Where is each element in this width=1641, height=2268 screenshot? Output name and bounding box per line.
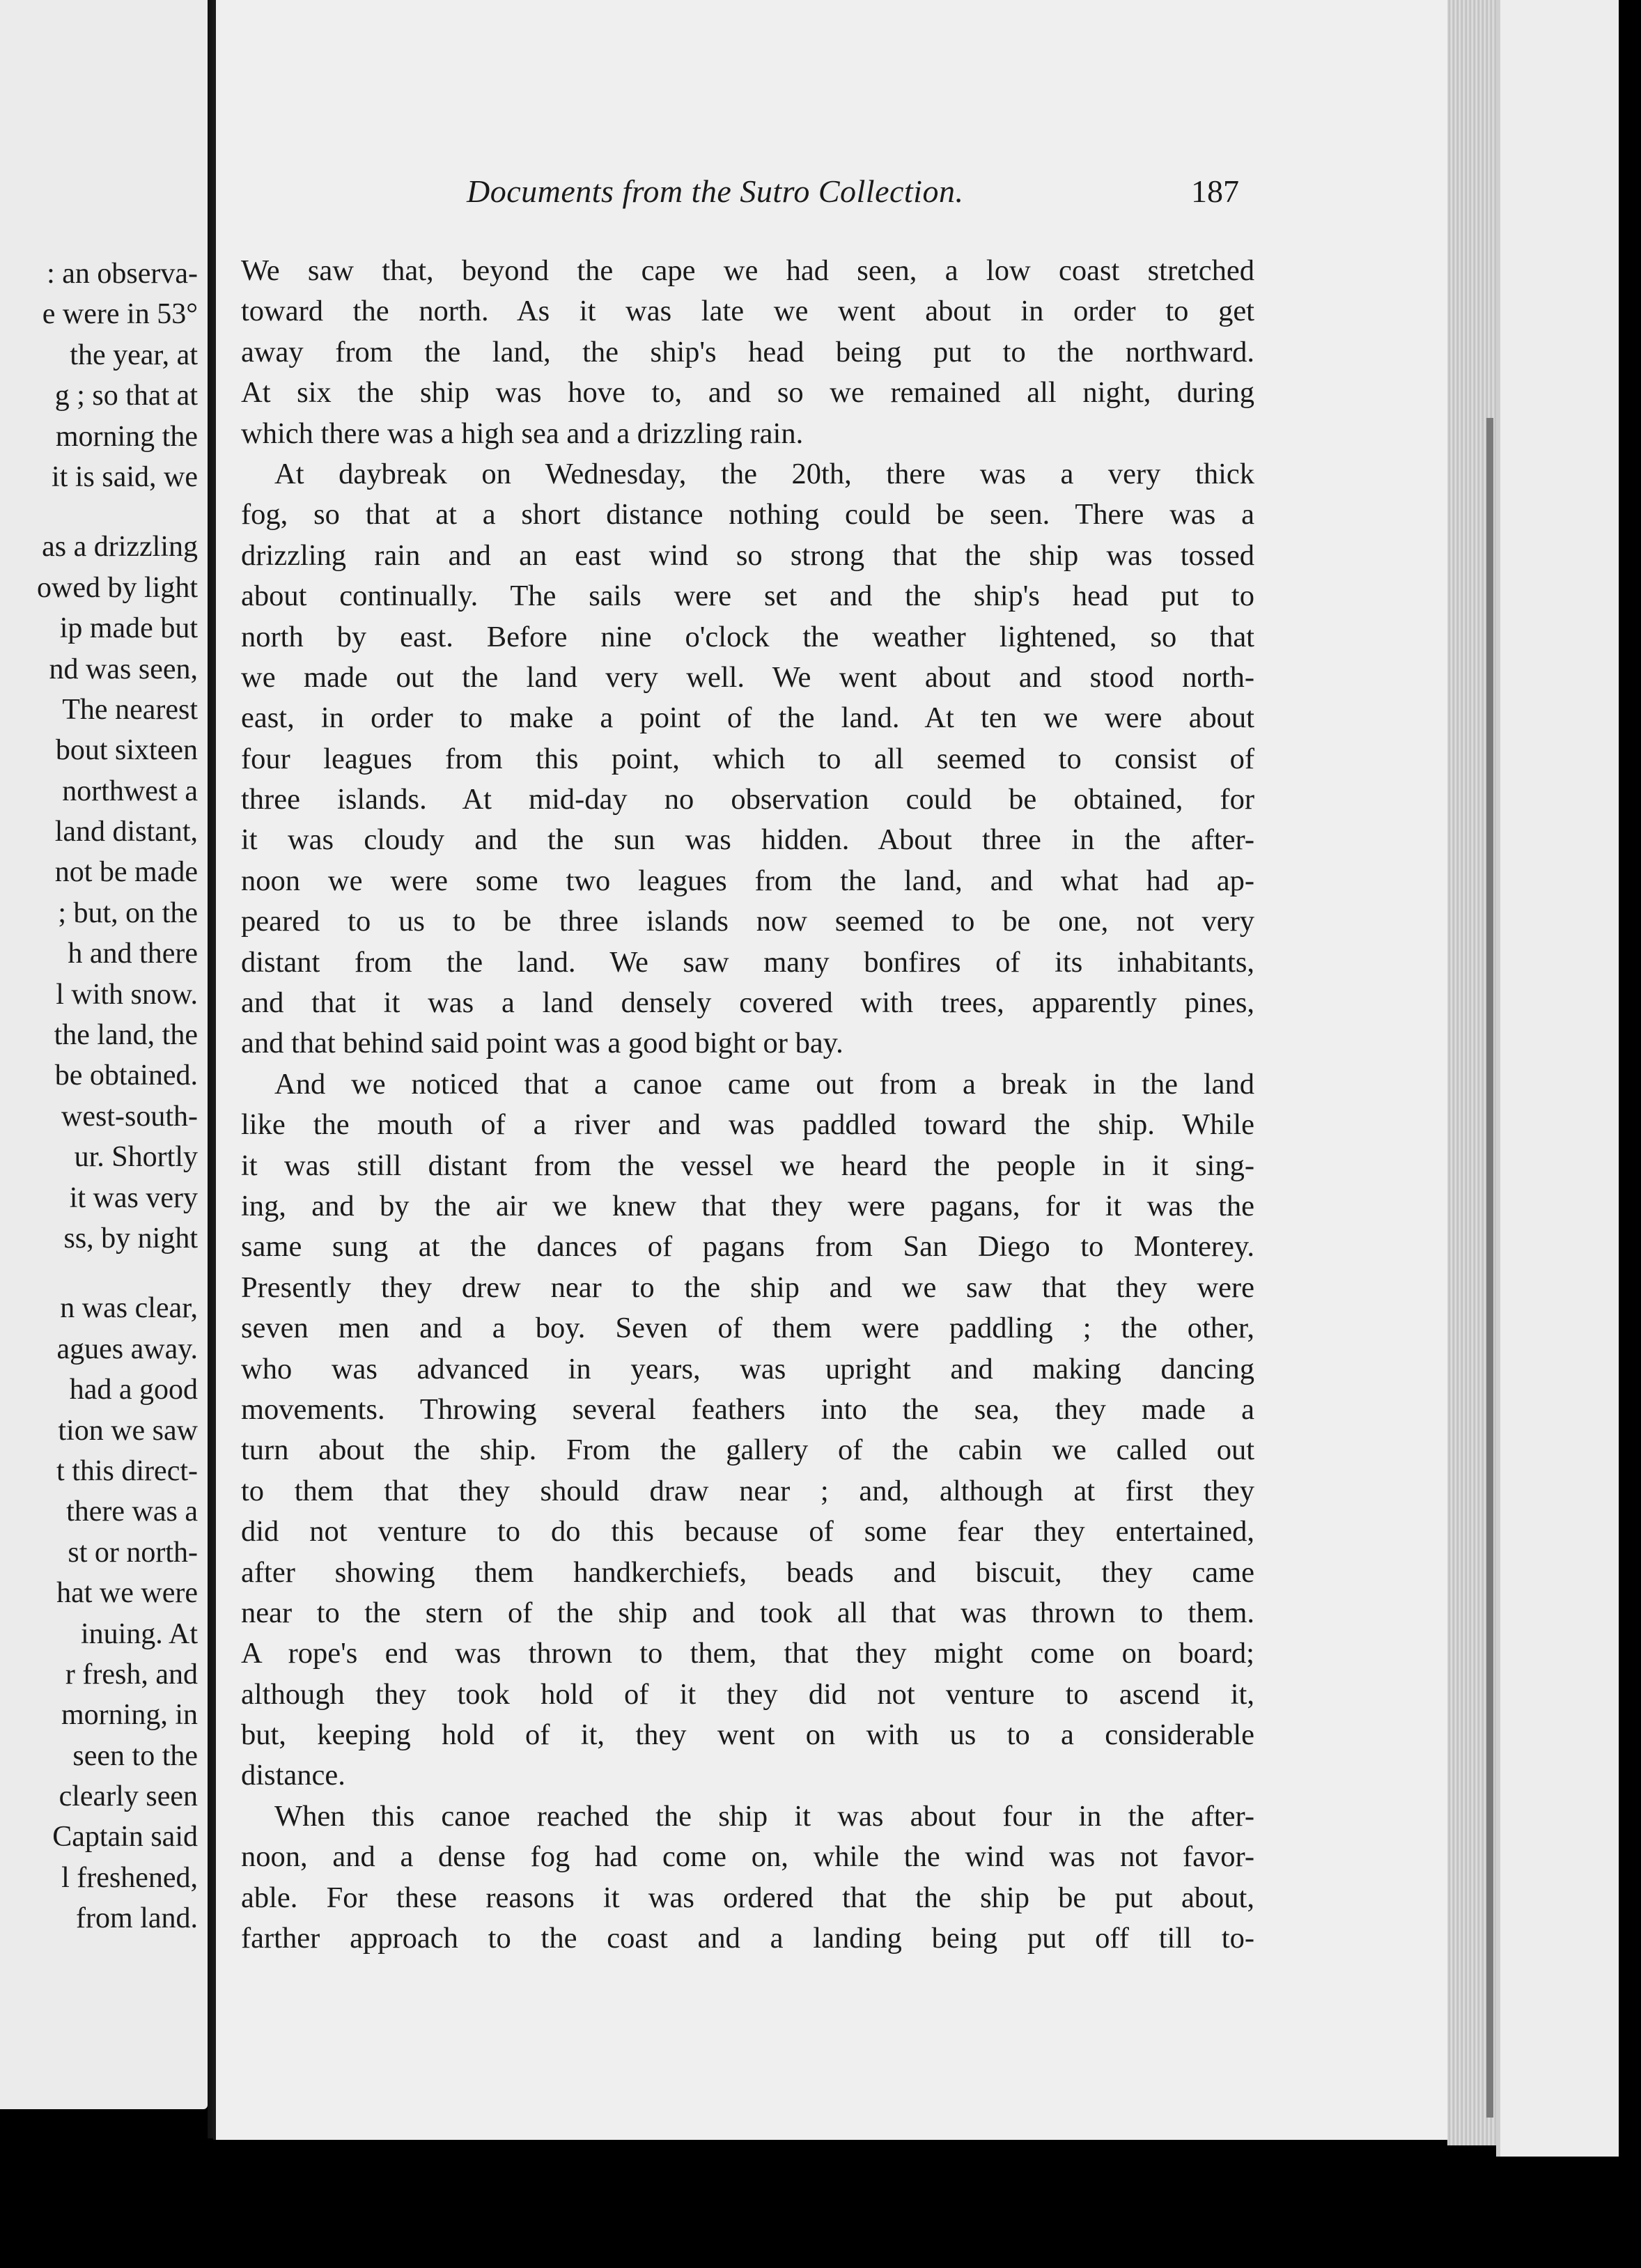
- text-line: And we noticed that a canoe came out from a break in the land: [274, 1067, 1254, 1101]
- left-page-line: from land.: [76, 1902, 198, 1935]
- left-page-line: it is said, we: [52, 460, 198, 493]
- left-page-line: owed by light: [37, 571, 198, 604]
- paragraph: [241, 251, 1254, 454]
- left-page-line: st or north-: [68, 1536, 198, 1569]
- back-cover: [1496, 0, 1619, 2157]
- text-line: We saw that, beyond the cape we had seen, a low coast stretched: [241, 254, 1254, 287]
- text-line: did not venture to do this because of some fear they entertained,: [241, 1515, 1254, 1548]
- paragraph: [241, 454, 1254, 1064]
- text-line: At daybreak on Wednesday, the 20th, there was a very thick: [274, 457, 1254, 490]
- text-line: it was cloudy and the sun was hidden. About three in the after-: [241, 823, 1254, 857]
- text-line: able. For these reasons it was ordered that the ship be put about,: [241, 1881, 1254, 1914]
- text-line: north by east. Before nine o'clock the weather lightened, so that: [241, 620, 1254, 653]
- left-page-line: ip made but: [59, 612, 198, 645]
- left-page-line: seen to the: [72, 1739, 198, 1772]
- left-page-line: as a drizzling: [42, 531, 198, 564]
- left-page-line: agues away.: [56, 1333, 198, 1365]
- text-line: toward the north. As it was late we went about in order to get: [241, 295, 1254, 328]
- left-page-line: n was clear,: [60, 1292, 198, 1325]
- text-line: noon we were some two leagues from the land, and what had ap-: [241, 864, 1254, 897]
- left-page-line: ur. Shortly: [74, 1141, 198, 1174]
- paragraph: [241, 1064, 1254, 1796]
- text-line: noon, and a dense fog had come on, while the wind was not favor-: [241, 1840, 1254, 1874]
- text-line: ing, and by the air we knew that they were pagans, for it was the: [241, 1189, 1254, 1222]
- text-line: seven men and a boy. Seven of them were paddling ; the other,: [241, 1312, 1254, 1345]
- paragraph: [241, 1796, 1254, 1959]
- left-page-text-fragments: [0, 254, 198, 1939]
- text-line: distance.: [241, 1759, 345, 1792]
- left-page-line: tion we saw: [58, 1414, 198, 1447]
- left-page-line: inuing. At: [80, 1617, 198, 1650]
- text-line: peared to us to be three islands now seemed to be one, not very: [241, 905, 1254, 938]
- text-line: farther approach to the coast and a landing being put off till to-: [241, 1922, 1254, 1955]
- left-page-line: g ; so that at: [54, 380, 198, 412]
- text-line: near to the stern of the ship and took all that was thrown to them.: [241, 1596, 1254, 1629]
- running-head: Documents from the Sutro Collection.: [467, 173, 964, 209]
- left-page-line: morning the: [55, 420, 198, 453]
- left-page-line: r fresh, and: [65, 1658, 198, 1691]
- left-page-line: e were in 53°: [42, 298, 198, 331]
- text-line: movements. Throwing several feathers into the sea, they made a: [241, 1392, 1254, 1426]
- left-page-line: it was very: [69, 1181, 198, 1214]
- left-page-line: west-south-: [61, 1100, 198, 1133]
- text-line: who was advanced in years, was upright and making dancing: [241, 1352, 1254, 1385]
- left-page-line: not be made: [54, 856, 198, 889]
- text-line: drizzling rain and an east wind so strong that the ship was tossed: [241, 538, 1254, 572]
- left-page-line: be obtained.: [54, 1059, 198, 1092]
- text-line: fog, so that at a short distance nothing could be seen. There was a: [241, 498, 1254, 531]
- text-line: which there was a high sea and a drizzling rain.: [241, 417, 804, 450]
- left-page-line: northwest a: [62, 775, 198, 807]
- text-line: like the mouth of a river and was paddled toward the ship. While: [241, 1108, 1254, 1142]
- left-page-line: bout sixteen: [55, 734, 198, 767]
- left-page-line: nd was seen,: [49, 653, 198, 685]
- text-line: and that it was a land densely covered with trees, apparently pines,: [241, 986, 1254, 1020]
- text-line: four leagues from this point, which to all seemed to consist of: [241, 742, 1254, 775]
- left-page-line: [0, 1259, 198, 1288]
- text-line: away from the land, the ship's head being put to the northward.: [241, 335, 1254, 368]
- left-page-line: the land, the: [54, 1019, 198, 1052]
- text-line: three islands. At mid-day no observation could be obtained, for: [241, 783, 1254, 816]
- page-number: 187: [1191, 173, 1239, 209]
- left-page-line: [0, 497, 198, 527]
- text-line: although they took hold of it they did not venture to ascend it,: [241, 1677, 1254, 1711]
- text-line: distant from the land. We saw many bonfires of its inhabitants,: [241, 945, 1254, 979]
- left-page-line: the year, at: [70, 339, 198, 371]
- text-line: but, keeping hold of it, they went on with us to a considerable: [241, 1718, 1254, 1752]
- text-line: to them that they should draw near ; and, although at first they: [241, 1474, 1254, 1507]
- text-line: same sung at the dances of pagans from San Diego to Monterey.: [241, 1230, 1254, 1264]
- text-line: A rope's end was thrown to them, that they might come on board;: [241, 1637, 1254, 1670]
- text-line: east, in order to make a point of the land. At ten we were about: [241, 701, 1254, 735]
- left-page-line: there was a: [66, 1496, 198, 1528]
- body-text: [241, 251, 1254, 1959]
- left-page-line: had a good: [69, 1374, 198, 1406]
- left-page-line: clearly seen: [59, 1780, 198, 1813]
- left-page-line: The nearest: [62, 693, 198, 726]
- text-line: about continually. The sails were set and the ship's head put to: [241, 580, 1254, 613]
- page-edge-shadow: [1486, 418, 1493, 2118]
- text-line: after showing them handkerchiefs, beads and biscuit, they came: [241, 1555, 1254, 1589]
- text-line: At six the ship was hove to, and so we remained all night, during: [241, 376, 1254, 410]
- text-line: Presently they drew near to the ship and we saw that they were: [241, 1271, 1254, 1304]
- left-page-line: ss, by night: [63, 1222, 198, 1255]
- left-facing-page: [0, 0, 208, 2109]
- text-line: When this canoe reached the ship it was about four in the after-: [274, 1799, 1254, 1833]
- text-line: it was still distant from the vessel we heard the people in it sing-: [241, 1149, 1254, 1182]
- text-line: turn about the ship. From the gallery of the cabin we called out: [241, 1434, 1254, 1467]
- text-line: and that behind said point was a good bight or bay.: [241, 1027, 843, 1060]
- left-page-line: morning, in: [61, 1699, 198, 1732]
- left-page-line: h and there: [68, 938, 198, 970]
- left-page-line: : an observa-: [47, 258, 198, 290]
- left-page-line: land distant,: [54, 816, 198, 848]
- left-page-line: l freshened,: [61, 1861, 198, 1894]
- left-page-line: Captain said: [52, 1821, 198, 1854]
- left-page-line: t this direct-: [56, 1454, 198, 1487]
- left-page-line: l with snow.: [56, 978, 198, 1011]
- text-line: we made out the land very well. We went about and stood north-: [241, 660, 1254, 694]
- left-page-line: ; but, on the: [58, 896, 198, 929]
- left-page-line: hat we were: [56, 1577, 198, 1610]
